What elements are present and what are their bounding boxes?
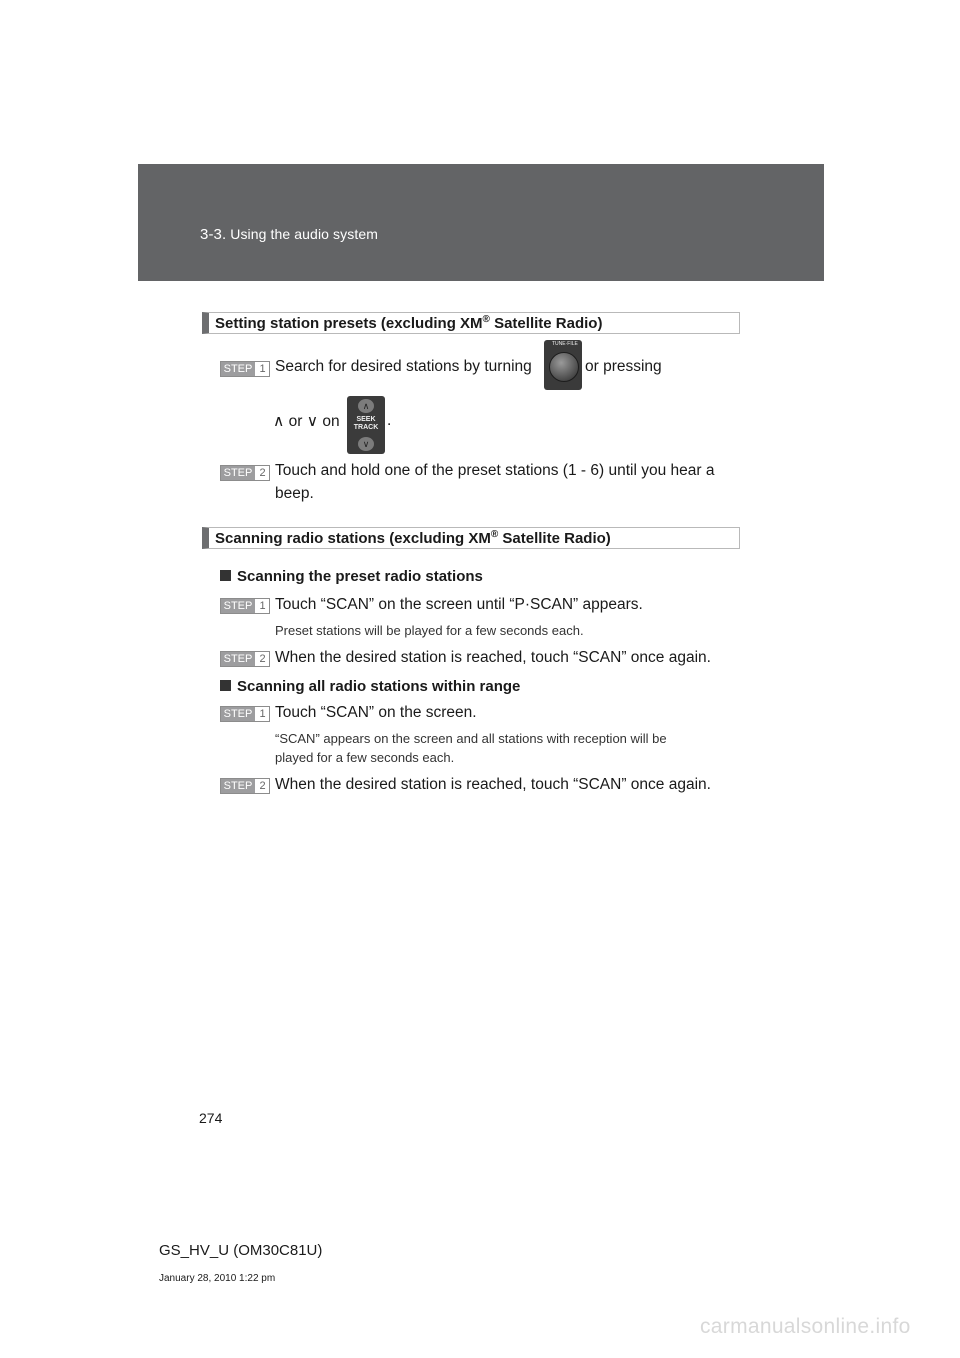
registered-mark: ® (482, 314, 490, 325)
section-heading-text: Scanning radio stations (excluding XM (215, 530, 491, 547)
section-heading-presets (202, 312, 740, 334)
section-heading-text-end: Satellite Radio) (498, 530, 611, 547)
watermark: carmanualsonline.info (700, 1315, 911, 1338)
step-text: Touch “SCAN” on the screen. (275, 704, 477, 721)
step-note: Preset stations will be played for a few seconds each. (275, 623, 584, 638)
tune-file-knob-icon: TUNE·FILE (544, 340, 582, 390)
footer-date: January 28, 2010 1:22 pm (159, 1273, 276, 1284)
step-badge: STEP 1 (220, 361, 270, 377)
step-text: Search for desired stations by turning (275, 358, 532, 375)
header-band (138, 164, 824, 281)
step-badge: STEP 2 (220, 778, 270, 794)
step-text: When the desired station is reached, touch “SCAN” once again. (275, 776, 711, 793)
section-heading-text-end: Satellite Radio) (489, 315, 603, 332)
step-note: “SCAN” appears on the screen and all stations with reception will be (275, 731, 667, 746)
square-bullet-icon (220, 570, 231, 581)
step-badge: STEP 2 (220, 465, 270, 481)
step-text: Touch “SCAN” on the screen until “P·SCAN” appears. (275, 596, 643, 613)
section-number: 3-3. (200, 226, 227, 243)
page-number: 274 (199, 1110, 223, 1126)
section-heading-scanning (202, 527, 740, 549)
registered-mark: ® (490, 529, 499, 540)
step-text: Touch and hold one of the preset stations (1 - 6) until you hear a (275, 462, 715, 479)
step-text: When the desired station is reached, touch “SCAN” once again. (275, 649, 711, 666)
seek-track-button-icon: ∧ SEEK TRACK ∨ (347, 396, 385, 454)
step-text-seek: ∧ or ∨ on (273, 413, 340, 430)
section-title: Using the audio system (230, 226, 378, 242)
subheading-preset-scan: Scanning the preset radio stations (220, 568, 483, 585)
footer-model: GS_HV_U (OM30C81U) (159, 1242, 323, 1259)
step-text-continued: or pressing (585, 358, 662, 375)
section-heading-text: Setting station presets (excluding XM (215, 315, 483, 332)
step-badge: STEP 2 (220, 651, 270, 667)
square-bullet-icon (220, 680, 231, 691)
step-text-period: . (387, 412, 392, 429)
step-text: beep. (275, 485, 314, 502)
subheading-all-scan: Scanning all radio stations within range (220, 678, 520, 695)
step-badge: STEP 1 (220, 706, 270, 722)
step-note: played for a few seconds each. (275, 750, 455, 765)
step-badge: STEP 1 (220, 598, 270, 614)
section-header (200, 226, 378, 243)
